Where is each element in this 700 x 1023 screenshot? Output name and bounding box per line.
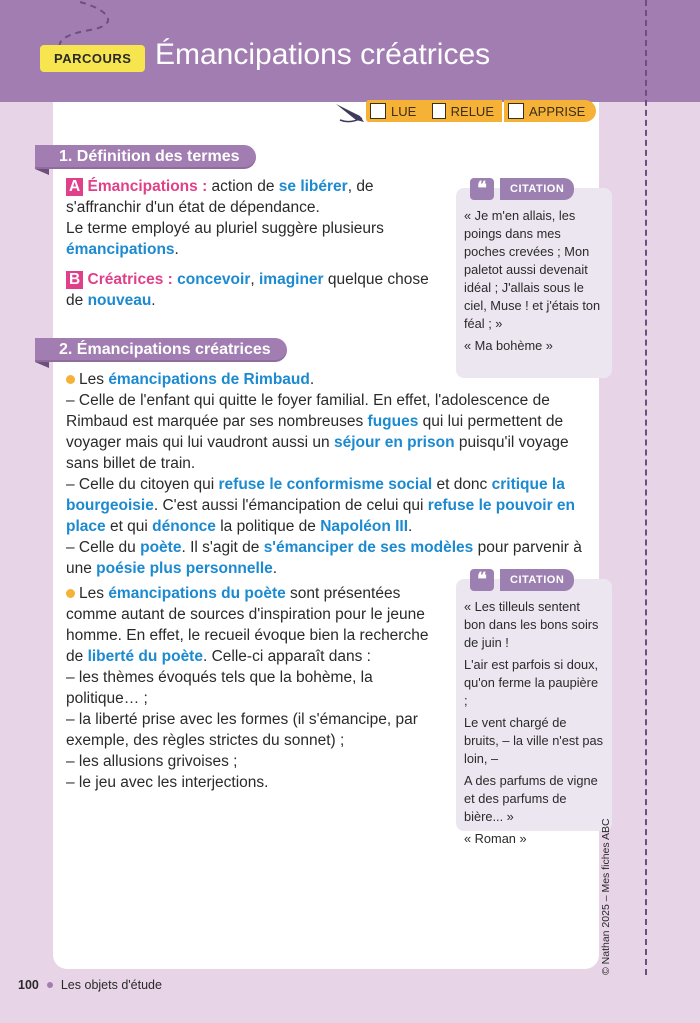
status-apprise-label: APPRISE	[529, 103, 586, 119]
bullet-dot	[66, 375, 75, 384]
status-relue-checkbox[interactable]	[428, 100, 502, 122]
checkbox-icon[interactable]	[508, 103, 524, 119]
list-item: – les allusions grivoises ;	[66, 753, 238, 770]
list-item: – le jeu avec les interjections.	[66, 774, 269, 791]
citation-2-line: A des parfums de vigne et des parfums de bière... »	[464, 773, 598, 824]
citation-1-text: « Je m'en allais, les poings dans mes poches crevées ; Mon paletot aussi devenait idéal ; J'allais sous le ciel, Muse ! et j'étais ton féal ; »	[464, 208, 601, 331]
citation-2-source: « Roman »	[464, 831, 527, 846]
pen-icon	[334, 98, 368, 124]
page-title: Émancipations créatrices	[155, 38, 491, 71]
citation-2-line: L'air est parfois si doux, qu'on ferme la paupière ;	[464, 657, 599, 708]
bullet-dot	[66, 589, 75, 598]
rimbaud-emancipations: Les émancipations de Rimbaud. – Celle de l'enfant qui quitte le foyer familial. En effet, l'adolescence de Rimbaud est marquée par ses nombreuses fugues qui lui permettent de voyager mais qui lui vaudront aussi un séjour en prison puisqu'il voyage sans billet de train. – Celle du citoyen qui refuse le conformisme social et donc critique la bourgeoisie. C'est aussi l'émancipation de celui qui refuse le pouvoir en place et qui dénonce la politique de Napoléon III. – Celle du poète. Il s'agit de s'émanciper de ses modèles pour parvenir à une poésie plus personnelle.	[66, 371, 582, 577]
header-band	[0, 0, 700, 102]
citation-label: CITATION	[500, 569, 574, 591]
parcours-tag: PARCOURS	[40, 45, 145, 72]
list-item: – les thèmes évoqués tels que la bohème, la politique… ;	[66, 669, 373, 707]
citation-1-source: « Ma bohème »	[464, 338, 553, 353]
term-creatrices: Créatrices :	[87, 271, 173, 288]
citation-box-2	[456, 569, 612, 846]
section-1-title: 1. Définition des termes	[59, 148, 240, 165]
status-lue-label: LUE	[391, 103, 417, 119]
term-emancipations: Émancipations :	[87, 178, 208, 195]
copyright-notice: © Nathan 2025 – Mes fiches ABC	[600, 818, 612, 975]
dashed-guide	[645, 0, 647, 975]
list-item: – la liberté prise avec les formes (il s'émancipe, par exemple, des règles strictes du sonnet) ;	[66, 711, 418, 749]
letter-a-badge: A	[66, 178, 83, 196]
citation-box-1	[456, 178, 612, 378]
status-relue-label: RELUE	[450, 103, 494, 119]
reading-status	[334, 98, 592, 124]
section-heading-1	[35, 145, 256, 169]
section-2-title: 2. Émancipations créatrices	[59, 341, 271, 358]
definition-b: B Créatrices : concevoir, imaginer quelque chose de nouveau.	[66, 271, 429, 309]
citation-2-line: « Les tilleuls sentent bon dans les bons soirs de juin !	[464, 599, 599, 650]
status-apprise-checkbox[interactable]	[504, 100, 596, 122]
status-lue-checkbox[interactable]	[366, 100, 428, 122]
quote-icon: ❝	[470, 569, 494, 591]
definition-a: A Émancipations : action de se libérer, de s'affranchir d'un état de dépendance. Le terme employé au pluriel suggère plusieurs émancipations.	[66, 178, 384, 258]
footer-dot	[47, 982, 53, 988]
letter-b-badge: B	[66, 271, 83, 289]
checkbox-icon[interactable]	[432, 103, 446, 119]
section-heading-2	[35, 338, 287, 362]
citation-2-line: Le vent chargé de bruits, – la ville n'est pas loin, –	[464, 715, 604, 766]
page-number: 100	[18, 978, 39, 992]
poet-emancipations: Les émancipations du poète sont présentées comme autant de sources d'inspiration pour le jeune homme. En effet, le recueil évoque bien la recherche de liberté du poète. Celle-ci apparaît dans : – les thèmes évoqués tels que la bohème, la politique… ; – la liberté prise avec les formes (il s'émancipe, par exemple, des règles strictes du sonnet) ; – les allusions grivoises ; – le jeu avec les interjections.	[66, 585, 429, 791]
citation-label: CITATION	[500, 178, 574, 200]
page-footer	[18, 978, 162, 992]
footer-section: Les objets d'étude	[60, 978, 162, 992]
checkbox-icon[interactable]	[370, 103, 386, 119]
quote-icon: ❝	[470, 178, 494, 200]
